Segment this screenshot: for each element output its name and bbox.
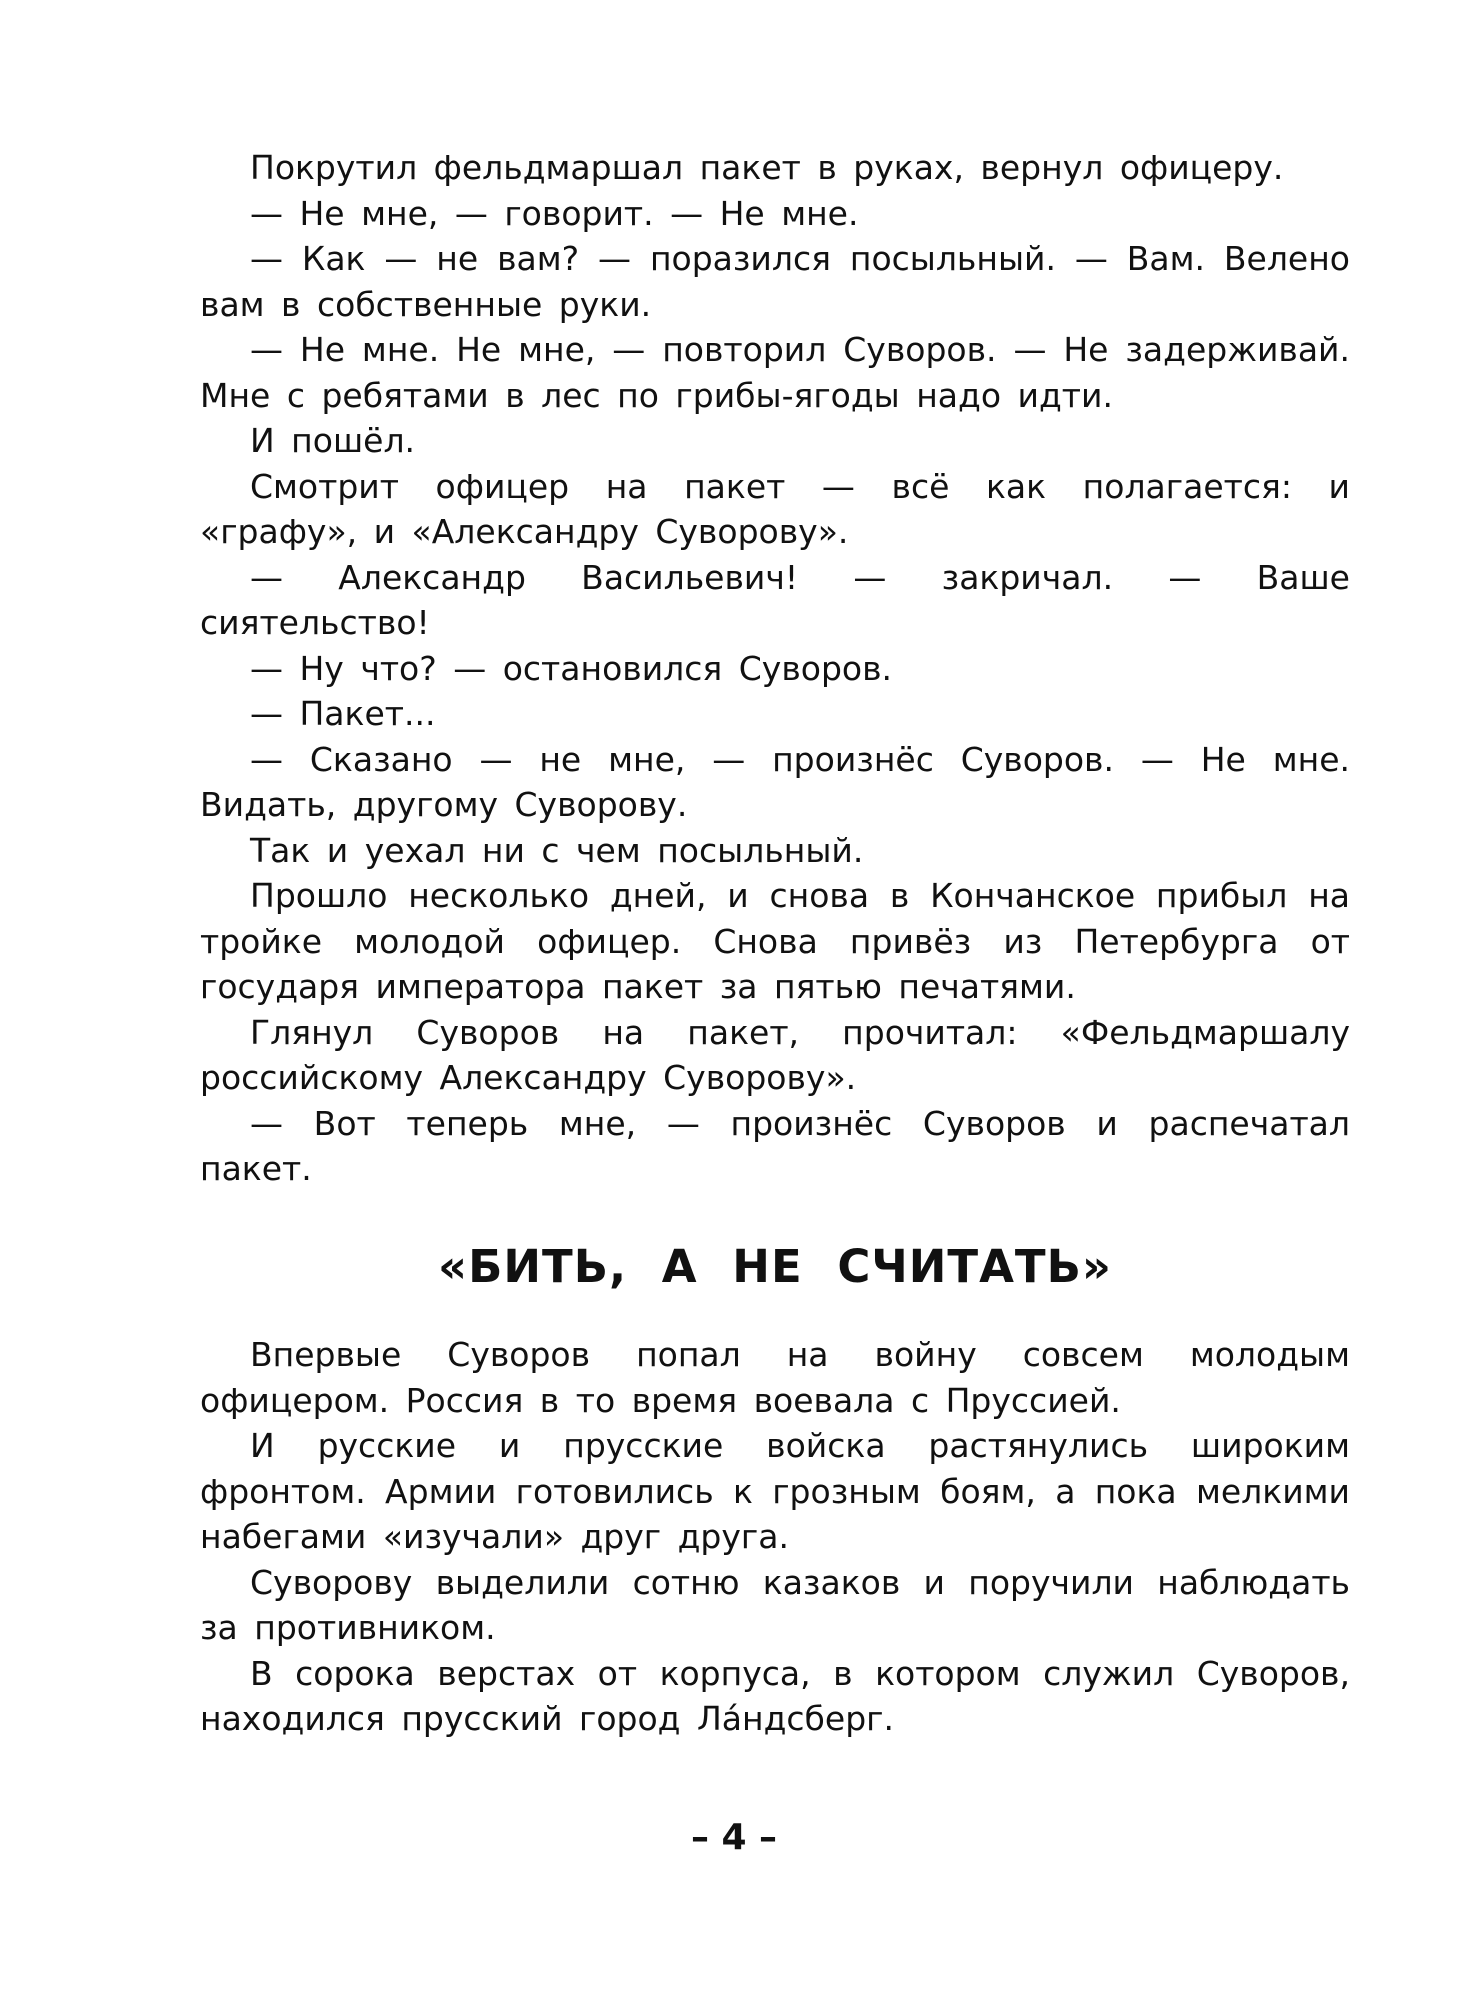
paragraph: Смотрит офицер на пакет — всё как полагается: и «графу», и «Александру Суворову». [200,466,1350,551]
paragraph: — Как — не вам? — поразился посыльный. — Вам. Велено вам в собственные руки. [200,239,1350,324]
paragraph: — Не мне. Не мне, — повторил Суворов. — Не задерживай. Мне с ребятами в лес по грибы-ягоды надо идти. [200,330,1350,415]
paragraph: Впервые Суворов попал на войну совсем молодым офицером. Россия в то время воевала с Пруссией. [200,1335,1350,1420]
paragraph: И пошёл. [250,421,416,460]
paragraph: Глянул Суворов на пакет, прочитал: «Фельдмаршалу российскому Александру Суворову». [200,1012,1350,1097]
paragraph: — Александр Васильевич! — закричал. — Ваше сиятельство! [200,557,1350,642]
chapter-body [200,1332,1350,1742]
paragraph: Так и уехал ни с чем посыльный. [250,830,864,870]
paragraph: — Не мне, — говорит. — Не мне. [250,193,859,233]
paragraph: Суворову выделили сотню казаков и поручили наблюдать за противником. [200,1562,1350,1647]
paragraph: Покрутил фельдмаршал пакет в руках, вернул офицеру. [250,148,1284,187]
paragraph: — Ну что? — остановился Суворов. [250,648,893,688]
paragraph: В сорока верстах от корпуса, в котором служил Суворов, находился прусский город Ла́ндсберг. [200,1653,1350,1738]
story-continuation [200,145,1350,1192]
paragraph: Прошло несколько дней, и снова в Кончанское прибыл на тройке молодой офицер. Снова привёз из Петербурга от государя императора пакет за пятью печатями. [200,876,1350,1006]
chapter-title: «БИТЬ, А НЕ СЧИТАТЬ» [438,1240,1112,1293]
paragraph: И русские и прусские войска растянулись широким фронтом. Армии готовились к грозным боям, а пока мелкими набегами «изучали» друг друга. [200,1426,1350,1556]
paragraph: — Вот теперь мне, — произнёс Суворов и распечатал пакет. [200,1103,1350,1188]
paragraph: — Сказано — не мне, — произнёс Суворов. — Не мне. Видать, другому Суворову. [200,739,1350,824]
paragraph: — Пакет... [250,694,436,733]
page-number: – 4 – [690,1817,778,1858]
